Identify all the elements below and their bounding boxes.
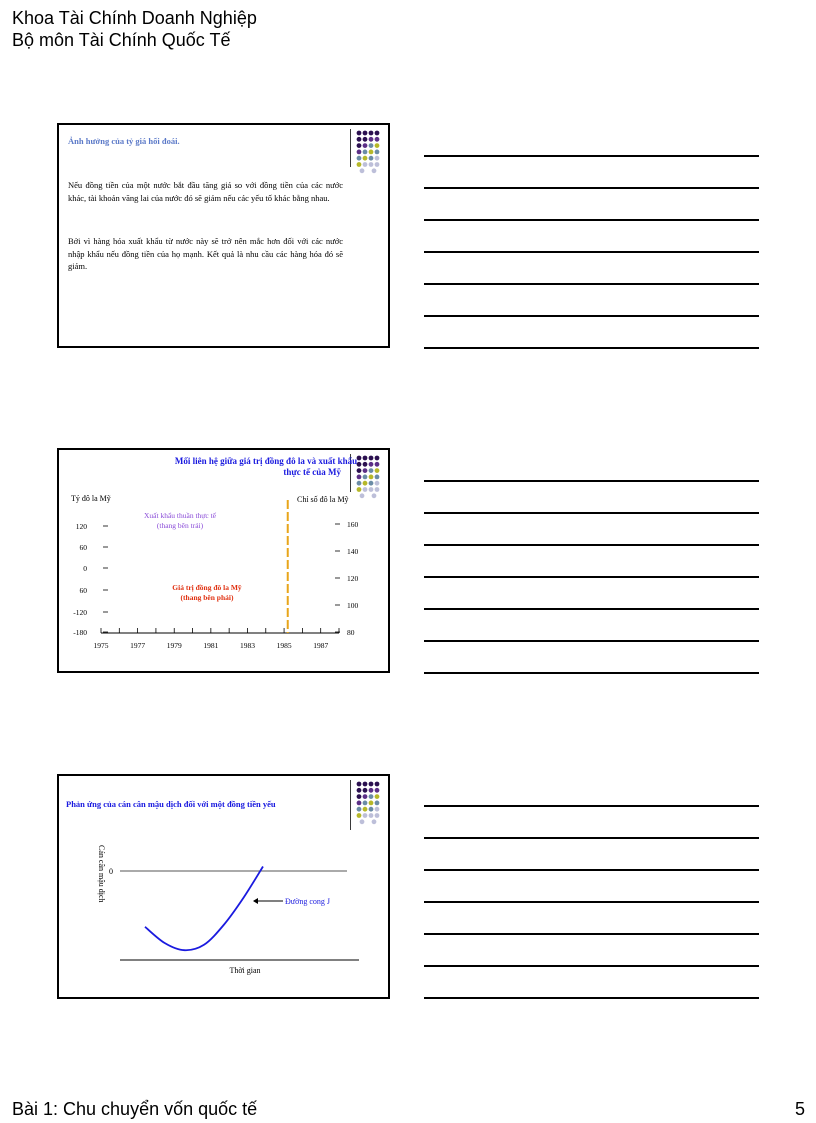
y-left-tick-label: 120 xyxy=(75,522,87,531)
note-line xyxy=(424,869,759,871)
slide-divider-line xyxy=(350,129,351,167)
logo-dot xyxy=(357,162,362,167)
y-left-tick-label: -120 xyxy=(73,608,87,617)
y-left-tick-label: 60 xyxy=(79,586,87,595)
logo-dot xyxy=(369,131,374,136)
logo-dot xyxy=(369,143,374,148)
note-line xyxy=(424,480,759,482)
x-tick-label: 1977 xyxy=(130,641,146,650)
logo-dot xyxy=(357,137,362,142)
x-tick-label: 1987 xyxy=(313,641,329,650)
logo-dot xyxy=(363,143,368,148)
y-left-tick-label: -180 xyxy=(73,628,87,637)
note-line xyxy=(424,347,759,349)
note-line xyxy=(424,901,759,903)
chart3-title: Phản ứng của cán cân mậu dịch đối với một đồng tiền yếu xyxy=(66,799,276,809)
logo-dot xyxy=(375,156,380,161)
y-right-axis-label: Chỉ số đô la Mỹ xyxy=(297,495,349,504)
note-line xyxy=(424,608,759,610)
chart2-title-line-1: Mối liên hệ giữa giá trị đồng đô la và xuất khẩu xyxy=(174,456,358,466)
j-curve-chart xyxy=(59,776,388,997)
logo-dot xyxy=(372,168,377,173)
j-curve-line xyxy=(145,867,263,951)
slide-3-thumbnail xyxy=(57,774,390,999)
series-dollar-label-line-2: (thang bên phải) xyxy=(180,593,234,602)
logo-dot xyxy=(369,137,374,142)
logo-dot xyxy=(375,162,380,167)
header-line-2: Bộ môn Tài Chính Quốc Tế xyxy=(12,30,231,50)
note-line xyxy=(424,155,759,157)
y-right-tick-label: 100 xyxy=(347,601,359,610)
logo-dot xyxy=(357,131,362,136)
logo-dot xyxy=(369,150,374,155)
y-left-tick-label: 0 xyxy=(83,564,87,573)
note-line xyxy=(424,805,759,807)
slide-1-paragraph-2: Bởi vì hàng hóa xuất khẩu từ nước này sẽ trở nên mắc hơn đối với các nước nhập khẩu nếu đồng tiền của họ mạnh. Kết quả là nhu cầu các hàng hóa đó sẽ giảm. xyxy=(68,236,343,271)
note-line xyxy=(424,544,759,546)
logo-dot xyxy=(357,156,362,161)
x-tick-label: 1985 xyxy=(276,641,292,650)
header-line-1: Khoa Tài Chính Doanh Nghiệp xyxy=(12,8,257,28)
x-tick-label: 1981 xyxy=(203,641,219,650)
slide-1-paragraph-1: Nếu đồng tiền của một nước bắt đầu tăng giá so với đồng tiền của các nước khác, tài khoản vãng lai của nước đó sẽ giảm nếu các yếu tố khác bằng nhau. xyxy=(68,180,343,203)
y-left-tick-label: 60 xyxy=(79,543,87,552)
logo-dot xyxy=(363,150,368,155)
dot-grid-icon xyxy=(355,129,389,175)
slide-1-thumbnail xyxy=(57,123,390,348)
x-tick-label: 1983 xyxy=(239,641,255,650)
series-exports-label-line-1: Xuất khẩu thuần thực tế xyxy=(144,511,216,520)
x-axis-label: Thời gian xyxy=(229,966,261,975)
slide-2-thumbnail xyxy=(57,448,390,673)
chart2-title-line-2: thực tế của Mỹ xyxy=(283,467,341,477)
y-axis-label: Cán cân mậu dịch xyxy=(97,845,106,903)
note-line xyxy=(424,965,759,967)
logo-dot xyxy=(363,131,368,136)
note-line xyxy=(424,997,759,999)
j-curve-label: Đường cong J xyxy=(285,897,331,906)
logo-dot xyxy=(375,150,380,155)
zero-label: 0 xyxy=(109,867,113,876)
logo-dot xyxy=(360,168,365,173)
note-line xyxy=(424,512,759,514)
x-tick-label: 1975 xyxy=(93,641,109,650)
note-line xyxy=(424,933,759,935)
note-line xyxy=(424,187,759,189)
note-line xyxy=(424,640,759,642)
series-dollar-label-line-1: Giá trị đồng đô la Mỹ xyxy=(172,583,242,592)
logo-dot xyxy=(357,143,362,148)
logo-dot xyxy=(375,131,380,136)
y-left-axis-label: Tỷ đô la Mỹ xyxy=(71,494,111,503)
logo-dot xyxy=(357,150,362,155)
y-right-tick-label: 120 xyxy=(347,574,359,583)
logo-dot xyxy=(363,137,368,142)
y-right-tick-label: 160 xyxy=(347,520,359,529)
logo-dot xyxy=(375,137,380,142)
logo-dot xyxy=(363,162,368,167)
note-line xyxy=(424,576,759,578)
footer-lesson-title: Bài 1: Chu chuyển vốn quốc tế xyxy=(12,1099,258,1119)
note-line xyxy=(424,251,759,253)
note-line xyxy=(424,219,759,221)
note-line xyxy=(424,283,759,285)
note-line xyxy=(424,672,759,674)
arrow-head-icon xyxy=(253,898,258,904)
note-line xyxy=(424,837,759,839)
x-tick-label: 1979 xyxy=(166,641,182,650)
note-line xyxy=(424,315,759,317)
series-exports-label-line-2: (thang bên trái) xyxy=(156,521,204,530)
logo-dot xyxy=(363,156,368,161)
footer-page-number: 5 xyxy=(795,1099,806,1119)
logo-dot xyxy=(369,162,374,167)
y-right-tick-label: 80 xyxy=(347,628,355,637)
dollar-exports-chart xyxy=(59,450,388,671)
y-right-tick-label: 140 xyxy=(347,547,359,556)
logo-dot xyxy=(369,156,374,161)
slide-1-title: Ảnh hưởng của tỷ giá hối đoái. xyxy=(68,136,180,146)
logo-dot xyxy=(375,143,380,148)
